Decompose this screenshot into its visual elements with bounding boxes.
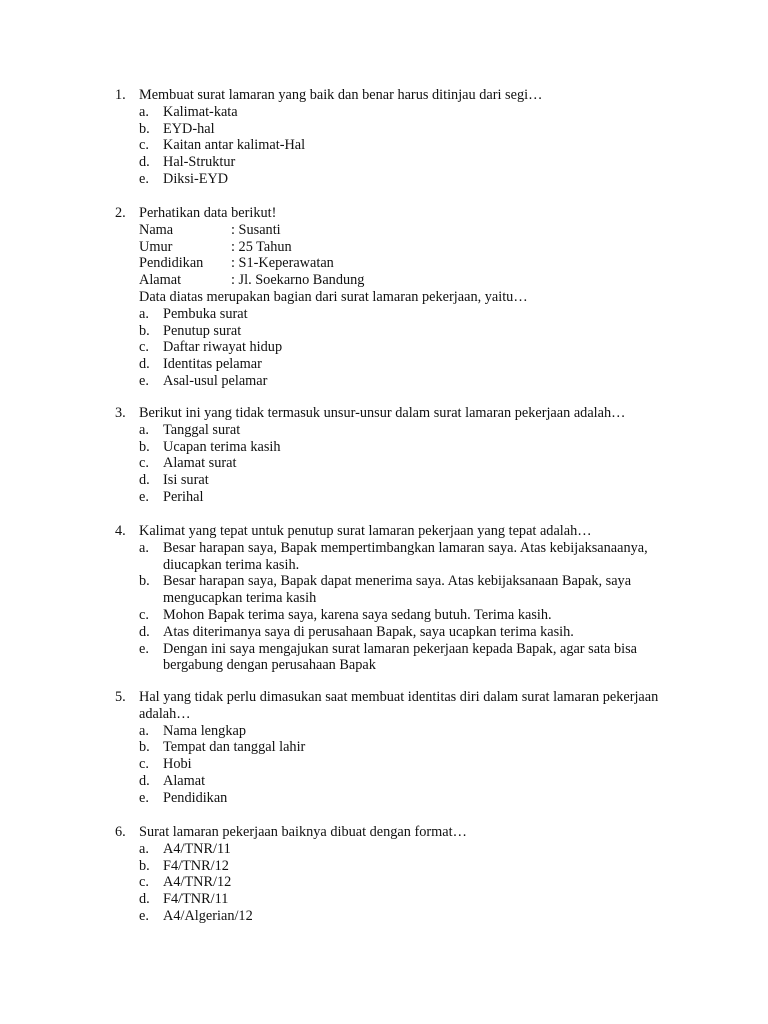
option-letter: d. [139, 772, 150, 789]
option-c [139, 756, 685, 773]
option-letter: d. [139, 623, 150, 640]
question-number: 1. [115, 87, 126, 103]
option-letter: a. [139, 840, 149, 857]
question-text: Hal yang tidak perlu dimasukan saat membuat identitas diri dalam surat lamaran pekerjaan adalah… [139, 689, 659, 722]
option-text: Penutup surat [163, 322, 242, 339]
option-letter: a. [139, 103, 149, 120]
option-text: Besar harapan saya, Bapak mempertimbangkan lamaran saya. Atas kebijaksanaanya, diucapkan terima kasih. [163, 539, 648, 573]
option-text: A4/TNR/11 [163, 840, 231, 857]
data-row-pendidikan [139, 255, 364, 272]
option-text: Tempat dan tanggal lahir [163, 739, 306, 756]
option-text: Alamat [163, 772, 206, 789]
question-5 [115, 689, 685, 807]
option-d [139, 356, 685, 373]
question-2 [115, 205, 685, 390]
option-letter: b. [139, 573, 150, 590]
data-value: : 25 Tahun [231, 238, 292, 255]
option-letter: c. [139, 606, 149, 623]
option-c [139, 874, 685, 891]
option-text: Kalimat-kata [163, 103, 238, 120]
data-value: : S1-Keperawatan [231, 255, 334, 272]
option-letter: d. [139, 472, 150, 489]
option-c [139, 137, 685, 154]
option-letter: b. [139, 438, 150, 455]
option-text: Mohon Bapak terima saya, karena saya sedang butuh. Terima kasih. [163, 606, 552, 623]
option-d [139, 472, 685, 489]
option-letter: e. [139, 488, 149, 505]
data-label: Pendidikan [139, 255, 204, 272]
option-text: A4/TNR/12 [163, 874, 232, 891]
option-letter: a. [139, 421, 149, 438]
option-b [139, 121, 685, 138]
applicant-data-table [139, 222, 364, 289]
option-letter: e. [139, 170, 149, 187]
option-e [139, 373, 685, 390]
option-letter: c. [139, 756, 149, 773]
option-e [139, 641, 685, 675]
option-text: EYD-hal [163, 120, 215, 137]
option-letter: a. [139, 305, 149, 322]
option-list [139, 841, 685, 925]
option-text: A4/Algerian/12 [163, 907, 253, 924]
option-letter: b. [139, 857, 150, 874]
option-a [139, 104, 685, 121]
question-4 [115, 523, 685, 674]
option-d [139, 773, 685, 790]
option-e [139, 908, 685, 925]
option-letter: c. [139, 137, 149, 154]
option-text: Pendidikan [163, 789, 228, 806]
option-letter: c. [139, 339, 149, 356]
option-b [139, 573, 685, 607]
option-c [139, 455, 685, 472]
data-label: Umur [139, 238, 173, 255]
option-list [139, 723, 685, 807]
option-a [139, 306, 685, 323]
option-letter: d. [139, 356, 150, 373]
option-a [139, 422, 685, 439]
option-a [139, 841, 685, 858]
option-text: Daftar riwayat hidup [163, 339, 283, 356]
question-3 [115, 405, 685, 506]
option-text: Dengan ini saya mengajukan surat lamaran pekerjaan kepada Bapak, agar sata bisa bergabung dengan perusahaan Bapak [163, 640, 637, 674]
option-text: F4/TNR/12 [163, 857, 229, 874]
option-b [139, 739, 685, 756]
data-row-alamat [139, 272, 364, 289]
option-a [139, 540, 685, 574]
option-text: Hobi [163, 756, 192, 773]
option-letter: d. [139, 154, 150, 171]
option-letter: e. [139, 640, 149, 657]
option-text: Asal-usul pelamar [163, 372, 268, 389]
option-c [139, 607, 685, 624]
option-b [139, 439, 685, 456]
option-letter: e. [139, 789, 149, 806]
option-d [139, 891, 685, 908]
question-text: Kalimat yang tepat untuk penutup surat lamaran pekerjaan yang tepat adalah… [139, 523, 592, 539]
option-letter: b. [139, 739, 150, 756]
data-value: : Jl. Soekarno Bandung [231, 272, 365, 289]
question-6 [115, 824, 685, 925]
option-text: Alamat surat [163, 455, 237, 472]
option-text: F4/TNR/11 [163, 891, 229, 908]
option-letter: a. [139, 722, 149, 739]
option-letter: b. [139, 120, 150, 137]
question-text: Berikut ini yang tidak termasuk unsur-unsur dalam surat lamaran pekerjaan adalah… [139, 405, 626, 421]
option-text: Ucapan terima kasih [163, 438, 281, 455]
option-list [139, 540, 685, 674]
option-letter: d. [139, 891, 150, 908]
question-text: Surat lamaran pekerjaan baiknya dibuat dengan format… [139, 824, 467, 840]
option-letter: c. [139, 455, 149, 472]
option-e [139, 171, 685, 188]
option-list [139, 422, 685, 506]
option-letter: b. [139, 322, 150, 339]
question-number: 5. [115, 689, 126, 705]
question-number: 4. [115, 523, 126, 539]
question-followup: Data diatas merupakan bagian dari surat lamaran pekerjaan, yaitu… [139, 288, 528, 305]
option-e [139, 790, 685, 807]
option-e [139, 489, 685, 506]
option-text: Besar harapan saya, Bapak dapat menerima saya. Atas kebijaksanaan Bapak, saya mengucapkan terima kasih [163, 573, 632, 607]
option-text: Isi surat [163, 472, 209, 489]
data-row-umur [139, 239, 364, 256]
question-text: Perhatikan data berikut! [139, 205, 277, 221]
option-text: Kaitan antar kalimat-Hal [163, 137, 306, 154]
option-text: Identitas pelamar [163, 356, 262, 373]
option-a [139, 723, 685, 740]
data-row-nama [139, 222, 364, 239]
option-d [139, 154, 685, 171]
option-text: Pembuka surat [163, 305, 248, 322]
option-text: Diksi-EYD [163, 170, 229, 187]
option-letter: e. [139, 907, 149, 924]
question-number: 6. [115, 824, 126, 840]
question-number: 3. [115, 405, 126, 421]
option-letter: a. [139, 539, 149, 556]
option-d [139, 624, 685, 641]
option-b [139, 323, 685, 340]
option-text: Nama lengkap [163, 722, 246, 739]
option-text: Perihal [163, 488, 204, 505]
question-number: 2. [115, 205, 126, 221]
option-text: Hal-Struktur [163, 154, 236, 171]
option-text: Atas diterimanya saya di perusahaan Bapak, saya ucapkan terima kasih. [163, 623, 574, 640]
option-text: Tanggal surat [163, 421, 241, 438]
option-c [139, 339, 685, 356]
data-label: Nama [139, 221, 174, 238]
option-list [139, 104, 685, 188]
question-1 [115, 87, 685, 188]
question-text: Membuat surat lamaran yang baik dan benar harus ditinjau dari segi… [139, 87, 543, 103]
option-list [139, 306, 685, 390]
data-label: Alamat [139, 272, 182, 289]
option-letter: e. [139, 372, 149, 389]
option-b [139, 858, 685, 875]
option-letter: c. [139, 874, 149, 891]
data-value: : Susanti [231, 221, 281, 238]
